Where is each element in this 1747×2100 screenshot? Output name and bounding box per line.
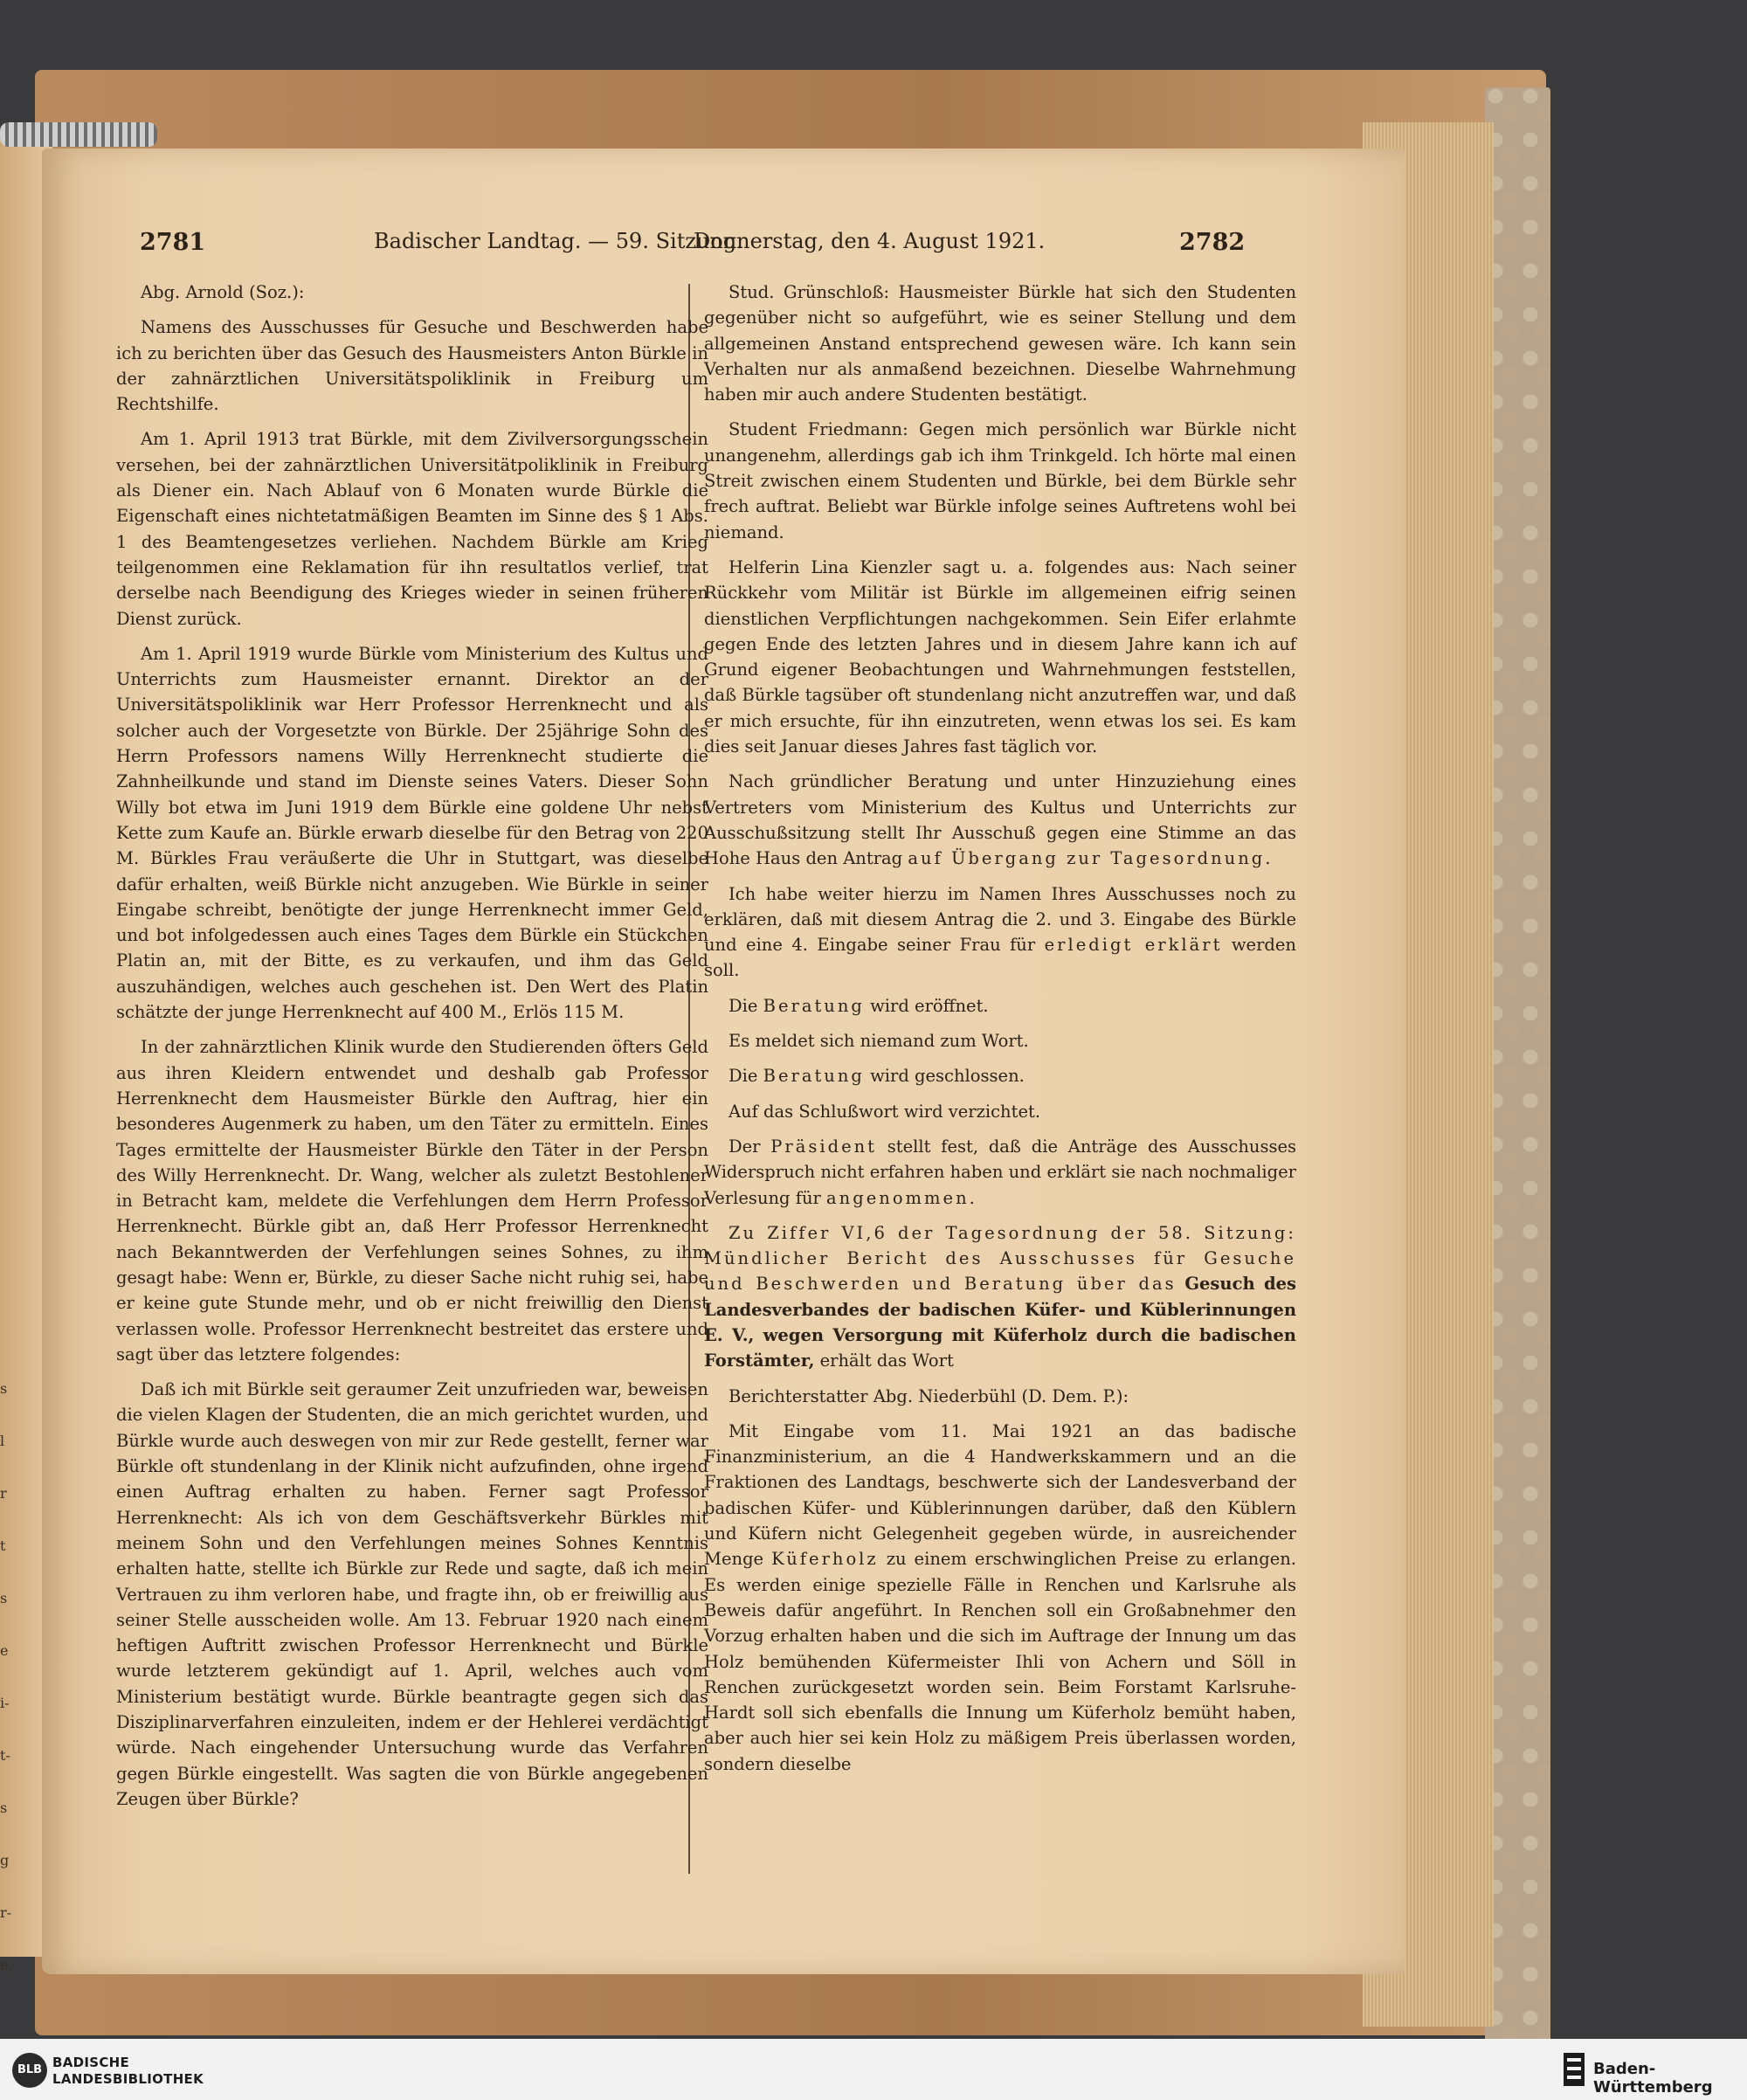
procedural-line: Auf das Schlußwort wird verzichtet. (728, 1101, 1041, 1122)
margin-fragment: g (0, 1852, 10, 1869)
margin-fragment: t- (0, 1747, 10, 1764)
paragraph: In der zahnärztlichen Klinik wurde den Studierenden öfters Geld aus ihren Kleidern entwendet und deshalb gab Professor Herrenknecht dem Hausmeister Bürkle den Auftrag, hier ein besonderes Augenmerk zu haben, um den Täter zu ermitteln. Eines Tages ermittelte der Hausmeister Bürkle den Täter in der Person des Willy Herrenknecht. Dr. Wang, welcher als zuletzt Bestohlener in Betracht kam, meldete die Verfehlungen dem Herrn Professor Herrenknecht. Bürkle gibt an, daß Herr Professor Herrenknecht nach Bekanntwerden der Verfehlungen seines Sohnes, zu ihm gesagt habe: Wenn er, Bürkle, zu dieser Sache nicht ruhig sei, habe er keine gute Stunde mehr, und ob er nicht freiwillig den Dienst verlassen wolle. Professor Herrenknecht bestreitet das erstere und sagt über das letztere folgendes: (116, 1037, 708, 1364)
paragraph (704, 1419, 1296, 1777)
right-page-number: 2782 (1179, 229, 1246, 256)
margin-fragment: l (0, 1433, 5, 1449)
bold-text: Gesuch des Landesverbandes der badischen Küfer- und Küblerinnungen E. V., wegen Versorgung mit Küferholz durch die badischen Forstämter, (704, 1274, 1296, 1371)
paragraph: Daß ich mit Bürkle seit geraumer Zeit unzufrieden war, beweisen die vielen Klagen der Studenten, die an mich gerichtet wurden, und Bürkle wurde auch deswegen von mir zur Rede gestellt, ferner war Bürkle oft stundenlang in der Klinik nicht aufzufinden, ohne irgend einen Auftrag erhalten zu haben. Ferner sagt Professor Herrenknecht: Als ich von dem Geschäftsverkehr Bürkles mit meinem Sohn und den Verfehlungen meines Sohnes Kenntnis erhalten hatte, stellte ich Bürkle zur Rede und sagte, daß ich mein Vertrauen zu ihm verloren habe, und fragte ihn, ob er freiwillig aus seiner Stelle ausscheiden wolle. Am 13. Februar 1920 nach einem heftigen Auftritt zwischen Professor Herrenknecht und Bürkle wurde letzterem gekündigt auf 1. April, welches auch vom Ministerium bestätigt wurde. Bürkle beantragte gegen sich das Disziplinarverfahren einzuleiten, indem er der Hehlerei verdächtigt würde. Nach eingehender Untersuchung wurde das Verfahren gegen Bürkle eingestellt. Was sagten die von Bürkle angegebenen Zeugen über Bürkle? (116, 1379, 708, 1809)
library-name-line1: BADISCHE (52, 2055, 130, 2070)
page-content (42, 149, 1405, 1974)
coat-of-arms-icon (1562, 2051, 1586, 2088)
running-title: Badischer Landtag. — 59. Sitzung. (374, 229, 743, 253)
margin-fragment: e, (0, 1957, 13, 1973)
margin-fragment: s (0, 1380, 8, 1397)
paragraph: Am 1. April 1913 trat Bürkle, mit dem Zivilversorgungsschein versehen, bei der zahnärztlichen Universitätpoliklinik in Freiburg als Diener ein. Nach Ablauf von 6 Monaten wurde Bürkle die Eigenschaft eines nichtetatmäßigen Beamten im Sinne des § 1 Abs. 1 des Beamtengesetzes verliehen. Nachdem Bürkle am Krieg teilgenommen eine Reklamation für ihn resultatlos verlief, trat derselbe nach Beendigung des Krieges wieder in seinen früheren Dienst zurück. (116, 429, 708, 629)
paragraph (704, 769, 1296, 871)
text-run: Die (728, 1066, 758, 1087)
left-page-number: 2781 (140, 229, 206, 256)
speaker-heading: Berichterstatter Abg. Niederbühl (D. Dem. P.): (728, 1385, 1129, 1406)
library-name-line2: LANDESBIBLIOTHEK (52, 2071, 204, 2087)
procedural-line (704, 993, 1296, 1019)
procedural-line: Es meldet sich niemand zum Wort. (728, 1031, 1029, 1052)
emphasized-text: Präsident (770, 1136, 878, 1157)
text-run: stellt fest, daß die Anträge des Ausschusses Widerspruch nicht erfahren haben und erklärt sie nach nochmaliger Verlesung für (704, 1136, 1297, 1208)
left-page-margin-fragments (0, 1363, 17, 1992)
emphasized-text: Beratung (763, 995, 865, 1016)
text-run: Nach gründlicher Beratung und unter Hinzuziehung eines Vertreters vom Ministerium des Kultus und Unterrichts zur Ausschußsitzung stellt Ihr Ausschuß gegen eine Stimme an das Hohe Haus den Antrag (704, 771, 1296, 869)
emphasized-text: auf Übergang zur Tagesordnung. (908, 848, 1274, 869)
blb-logo-icon[interactable]: BLB (12, 2053, 47, 2088)
right-column (704, 280, 1296, 1786)
text-run: zu einem erschwinglichen Preise zu erlangen. Es werden einige spezielle Fälle in Renchen und Karlsruhe als Beweis dafür angeführt. In Renchen soll ein Großabnehmer den Vorzug erhalten haben und die sich im Auftrage der Innung um das Holz bemühenden Küfermeister Ihli von Achern und Söll in Renchen zurückgesetzt worden sein. Beim Forstamt Karlsruhe-Hardt soll sich ebenfalls die Innung um Küferholz bemüht haben, aber auch hier sei kein Holz zu mäßigem Preis überlassen worden, sondern dieselbe (704, 1549, 1296, 1774)
margin-fragment: e (0, 1642, 9, 1659)
text-run: Mit Eingabe vom 11. Mai 1921 an das badische Finanzministerium, an die 4 Handwerkskammern und an die Fraktionen des Landtags, beschwerte sich der Landesverband der badischen Küfer- und Küblerinnungen darüber, daß den Küblern und Küfern nicht Gelegenheit gegeben würde, in ausreichender Menge (704, 1420, 1296, 1570)
document-page (42, 149, 1405, 1974)
emphasized-text: erledigt erklärt (1044, 935, 1223, 956)
paragraph (704, 1134, 1296, 1211)
text-run: Der (728, 1136, 761, 1157)
emphasized-text: Küferholz (771, 1549, 879, 1570)
emphasized-text: Zu Ziffer VI,6 der Tagesordnung der 58. Sitzung: Mündlicher Bericht des Ausschusses für Gesuche und Beschwerden und Beratung über das (704, 1222, 1296, 1295)
text-run: wird geschlossen. (870, 1066, 1025, 1087)
paragraph (704, 881, 1296, 984)
text-run: werden soll. (704, 935, 1296, 981)
paragraph: Stud. Grünschloß: Hausmeister Bürkle hat sich den Studenten gegenüber nicht so aufgeführt, wie es seiner Stellung und dem allgemeinen Anstand entsprechend gewesen wäre. Ich kann sein Verhalten nur als anmaßend bezeichnen. Dieselbe Wahrnehmung haben mir auch andere Studenten bestätigt. (704, 282, 1296, 405)
paragraph: Student Friedmann: Gegen mich persönlich war Bürkle nicht unangenehm, allerdings gab ich ihm Trinkgeld. Ich hörte mal einen Streit zwischen einem Studenten und Bürkle, bei dem Bürkle sehr frech auftrat. Beliebt war Bürkle infolge seines Auftretens wohl bei niemand. (704, 419, 1296, 542)
marbled-cover-edge (1485, 87, 1550, 2044)
text-run: Ich habe weiter hierzu im Namen Ihres Ausschusses noch zu erklären, daß mit diesem Antrag die 2. und 3. Eingabe des Bürkle und eine 4. Eingabe seiner Frau für (704, 883, 1296, 956)
state-label: Baden-Württemberg (1593, 2060, 1713, 2097)
margin-fragment: r (0, 1485, 7, 1502)
emphasized-text: angenommen. (826, 1187, 977, 1208)
agenda-paragraph (704, 1220, 1296, 1374)
session-date: Donnerstag, den 4. August 1921. (694, 229, 1046, 253)
speaker-heading: Abg. Arnold (Soz.): (141, 282, 305, 302)
left-column (116, 280, 708, 1821)
margin-fragment: s (0, 1800, 8, 1816)
emphasized-text: Beratung (763, 1066, 865, 1087)
margin-fragment: s (0, 1590, 8, 1606)
paragraph: Am 1. April 1919 wurde Bürkle vom Ministerium des Kultus und Unterrichts zum Hausmeister ernannt. Direktor an der Universitätspoliklinik war Herr Professor Herrenknecht und als solcher auch der Vorgesetzte von Bürkle. Der 25jährige Sohn des Herrn Professors namens Willy Herrenknecht studierte die Zahnheilkunde und stand im Dienste seines Vaters. Dieser Sohn Willy bot etwa im Juni 1919 dem Bürkle eine goldene Uhr nebst Kette zum Kaufe an. Bürkle erwarb dieselbe für den Betrag von 220 M. Bürkles Frau veräußerte die Uhr in Stuttgart, was dieselbe dafür erhalten, weiß Bürkle nicht anzugeben. Wie Bürkle in seiner Eingabe schreibt, benötigte der junge Herrenknecht immer Geld, und bot infolgedessen auch eines Tages dem Bürkle ein Stückchen Platin an, mit der Bitte, es zu verkaufen, und ihm das Geld auszuhändigen, welches auch geschehen ist. Den Wert des Platin schätzte der junge Herrenknecht auf 400 M., Erlös 115 M. (116, 643, 708, 1023)
paragraph: Helferin Lina Kienzler sagt u. a. folgendes aus: Nach seiner Rückkehr vom Militär ist Bürkle im allgemeinen eifrig seinen dienstlichen Verpflichtungen nachgekommen. Sein Eifer erlahmte gegen Ende des letzten Jahres und in diesem Jahre kann ich auf Grund eigener Beobachtungen und Wahrnehmungen feststellen, daß Bürkle tagsüber oft stundenlang nicht anzutreffen war, und daß er mich ersuchte, für ihn einzutreten, wenn etwas los sei. Es kam dies seit Januar dieses Jahres fast täglich vor. (704, 556, 1296, 757)
margin-fragment: r- (0, 1904, 12, 1921)
procedural-line (704, 1063, 1296, 1088)
binding-rings (0, 122, 157, 147)
text-run: Die (728, 995, 758, 1016)
text-run: erhält das Wort (819, 1350, 954, 1371)
margin-fragment: i- (0, 1695, 10, 1711)
text-run: wird eröffnet. (870, 995, 989, 1016)
paragraph: Namens des Ausschusses für Gesuche und Beschwerden habe ich zu berichten über das Gesuch des Hausmeisters Anton Bürkle in der zahnärztlichen Universitätspoliklinik in Freiburg um Rechtshilfe. (116, 317, 708, 415)
viewer-footer (0, 2039, 1747, 2100)
margin-fragment: t (0, 1537, 6, 1554)
